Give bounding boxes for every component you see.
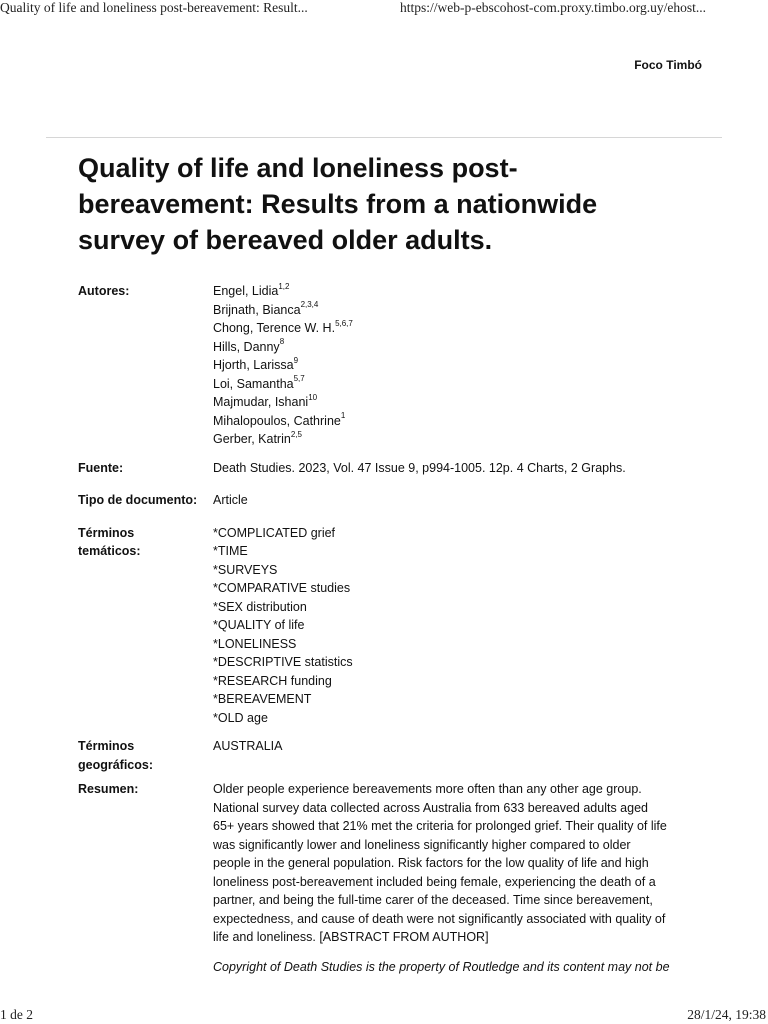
article-title: Quality of life and loneliness post-bereavement: Results from a nationwide survey of bereaved older adults.: [78, 153, 598, 255]
author-affiliation: 10: [308, 392, 318, 402]
source-label: Fuente:: [78, 460, 124, 475]
print-page-title: Quality of life and loneliness post-bereavement: Result...: [0, 0, 308, 15]
doc-type-label: Tipo de documento:: [78, 493, 198, 507]
author-affiliation: 9: [293, 355, 299, 365]
source-value: Death Studies. 2023, Vol. 47 Issue 9, p994-1005. 12p. 4 Charts, 2 Graphs.: [213, 460, 626, 475]
abstract-row: [78, 780, 698, 976]
print-header: [0, 0, 768, 20]
author-name[interactable]: Hjorth, Larissa: [213, 358, 294, 372]
abstract-text: [213, 780, 698, 976]
author-name[interactable]: Gerber, Katrin: [213, 432, 291, 446]
abstract-line: people in the general population. Risk factors for the low quality of life and high: [213, 856, 649, 870]
copyright-notice: Copyright of Death Studies is the property of Routledge and its content may not be: [213, 959, 670, 974]
author-affiliation: 1,2: [278, 281, 290, 291]
geo-terms-label-line: geográficos:: [78, 757, 154, 772]
subject-term[interactable]: *LONELINESS: [213, 636, 297, 651]
print-page-count: 1 de 2: [0, 1007, 33, 1022]
author-item: [213, 338, 698, 357]
doc-type-value: Article: [213, 493, 248, 507]
abstract-line: was significantly lower and loneliness significantly higher compared to older: [213, 837, 631, 852]
authors-row: [78, 282, 698, 449]
abstract-line: 65+ years showed that 21% met the criteria for prolonged grief. Their quality of life: [213, 819, 667, 833]
authors-label: Autores:: [78, 284, 130, 298]
abstract-line: expectedness, and cause of death were not significantly associated with quality of: [213, 911, 666, 926]
subject-term[interactable]: *RESEARCH funding: [213, 673, 332, 688]
author-item: [213, 412, 698, 431]
geo-terms-label-line: Términos: [78, 739, 135, 753]
subject-terms-label-line: Términos: [78, 525, 135, 540]
author-name[interactable]: Majmudar, Ishani: [213, 395, 309, 409]
subject-term[interactable]: *SEX distribution: [213, 599, 307, 614]
author-item: [213, 430, 698, 449]
print-footer: [0, 1007, 768, 1024]
doc-type-row: [78, 491, 698, 510]
author-affiliation: 2,5: [290, 429, 302, 439]
author-affiliation: 5,6,7: [335, 318, 353, 328]
abstract-label: Resumen:: [78, 782, 139, 796]
author-name[interactable]: Mihalopoulos, Cathrine: [213, 413, 341, 428]
author-affiliation: 8: [279, 337, 285, 347]
geo-term[interactable]: AUSTRALIA: [213, 739, 283, 753]
abstract-line: loneliness post-bereavement included being female, experiencing the death of a: [213, 874, 656, 889]
subject-term[interactable]: *OLD age: [213, 710, 268, 725]
abstract-line: partner, and being the full-time carer of the deceased. Time since bereavement,: [213, 893, 653, 907]
subject-terms-label: [78, 524, 213, 728]
author-name[interactable]: Loi, Samantha: [213, 376, 294, 391]
abstract-line: National survey data collected across Australia from 633 bereaved adults aged: [213, 800, 648, 815]
print-page-url[interactable]: https://web-p-ebscohost-com.proxy.timbo.org.uy/ehost...: [400, 0, 706, 15]
abstract-line: life and loneliness. [ABSTRACT FROM AUTHOR]: [213, 930, 489, 944]
author-name[interactable]: Brijnath, Bianca: [213, 302, 301, 317]
subject-terms-row: [78, 524, 698, 728]
author-affiliation: 5,7: [293, 374, 305, 384]
geo-terms-label: [78, 737, 213, 774]
author-name[interactable]: Engel, Lidia: [213, 284, 279, 298]
author-item: [213, 319, 698, 338]
brand-name: Foco Timbó: [634, 58, 702, 72]
author-item: [213, 282, 698, 301]
author-item: [213, 301, 698, 320]
author-item: [213, 356, 698, 375]
header-divider: [46, 137, 722, 138]
author-affiliation: 1: [340, 411, 346, 421]
subject-term[interactable]: *COMPARATIVE studies: [213, 581, 351, 595]
print-datetime: 28/1/24, 19:38: [687, 1007, 766, 1022]
author-item: [213, 393, 698, 412]
authors-list: [213, 282, 698, 449]
author-name[interactable]: Hills, Danny: [213, 339, 280, 354]
subject-term[interactable]: *COMPLICATED grief: [213, 525, 336, 540]
record-details: [78, 282, 698, 976]
subject-term[interactable]: *QUALITY of life: [213, 618, 305, 632]
author-item: [213, 375, 698, 394]
subject-term[interactable]: *SURVEYS: [213, 562, 278, 577]
subject-terms-list: [213, 524, 698, 728]
subject-term[interactable]: *DESCRIPTIVE statistics: [213, 655, 353, 669]
source-row: [78, 459, 698, 478]
author-name[interactable]: Chong, Terence W. H.: [213, 321, 336, 335]
subject-term[interactable]: *BEREAVEMENT: [213, 692, 312, 706]
abstract-line: Older people experience bereavements more often than any other age group.: [213, 782, 642, 796]
subject-terms-label-line: temáticos:: [78, 544, 141, 558]
subject-term[interactable]: *TIME: [213, 544, 248, 558]
author-affiliation: 2,3,4: [300, 300, 319, 310]
geo-terms-row: [78, 737, 698, 774]
